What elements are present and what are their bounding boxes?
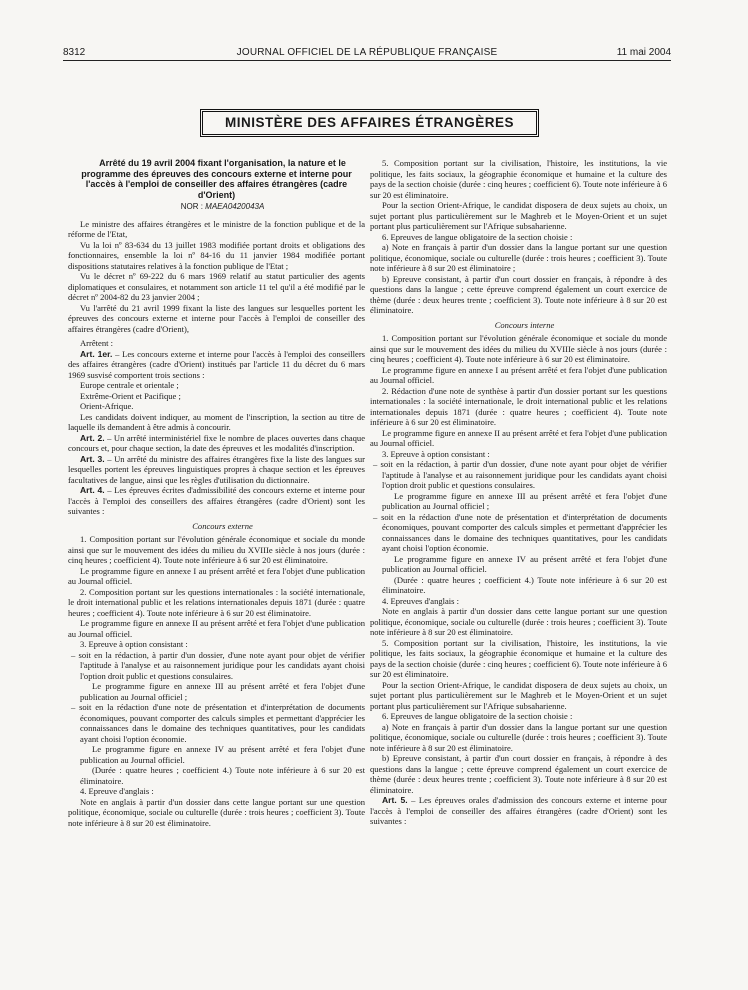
option-item: – soit en la rédaction, à partir d'un dossier, d'une note ayant pour objet de vérifier l'aptitude à l'analyse et au raisonnement juridique pour les candidats ayant choisi l'option droit public et questions consulaires. bbox=[71, 649, 365, 681]
nor-value: MAEA0420043A bbox=[205, 202, 265, 211]
exam-item: 5. Composition portant sur la civilisation, l'histoire, les institutions, la vie politique, les faits sociaux, la géographie économique et humaine et la culture des pays de la section choisie (durée : cinq heures ; coefficient 6). Toute note inférieure à 6 sur 20 est éliminatoire. bbox=[370, 158, 667, 200]
paragraph: Vu le décret nº 69-222 du 6 mars 1969 relatif au statut particulier des agents diplomatiques et consulaires, et notamment son article 11 tel qu'il a été modifié par le décret nº 2004-82 du 23 janvier 2004 ; bbox=[68, 271, 365, 302]
article-1 bbox=[68, 349, 365, 381]
ministry-heading: MINISTÈRE DES AFFAIRES ÉTRANGÈRES bbox=[200, 109, 539, 137]
publication-date: 11 mai 2004 bbox=[616, 47, 671, 58]
paragraph: Pour la section Orient-Afrique, le candidat disposera de deux sujets au choix, un sujet portant plus particulièrement sur le Maghreb et le Moyen-Orient et un sujet portant plus particulièrement sur l'Afrique subsaharienne. bbox=[370, 679, 667, 711]
exam-item: 1. Composition portant sur l'évolution générale économique et sociale du monde ainsi que sur le mouvement des idées du milieu du XVIIIe siècle à nos jours (durée : cinq heures ; coefficient 4). Toute note inférieure à 6 sur 20 est éliminatoire. bbox=[68, 534, 365, 565]
article-4 bbox=[68, 485, 365, 517]
option-item: – soit en la rédaction d'une note de présentation et d'interprétation de documents économiques, pouvant comporter des calculs simples et permettant d'apprécier les connaissances dans le domaine des techniques quantitatives, pour les candidats ayant choisi l'option économie. bbox=[71, 702, 365, 744]
exam-subitem: a) Note en français à partir d'un dossier dans la langue portant sur une question politique, économique, sociale ou culturelle (durée : trois heures ; coefficient 3). Toute note inférieure à 8 sur 20 est éliminatoire. bbox=[370, 721, 667, 753]
arrete-label: Arrêtent : bbox=[80, 338, 113, 348]
section-heading-interne: Concours interne bbox=[494, 319, 555, 330]
section-item: Europe centrale et orientale ; bbox=[80, 380, 179, 390]
exam-item: 6. Epreuves de langue obligatoire de la section choisie : bbox=[382, 711, 573, 721]
exam-description: Note en anglais à partir d'un dossier dans cette langue portant sur une question politique, économique, sociale ou culturelle (durée : trois heures ; coefficient 3). Toute note inférieure à 8 sur 20 est éliminatoire. bbox=[68, 796, 365, 828]
article-label: Art. 3. bbox=[80, 453, 105, 464]
programme-note: Le programme figure en annexe IV au présent arrêté et fera l'objet d'une publication au Journal officiel. bbox=[80, 744, 365, 765]
exam-item: 4. Epreuve d'anglais : bbox=[80, 786, 154, 796]
article-label: Art. 2. bbox=[80, 432, 105, 443]
option-item: – soit en la rédaction, à partir d'un dossier, d'une note ayant pour objet de vérifier l'aptitude à l'analyse et au raisonnement juridique pour les candidats ayant choisi l'option droit public et questions consulaires. bbox=[373, 459, 667, 490]
article-text: – Les épreuves écrites d'admissibilité des concours externe et interne pour l'accès à l'emploi des conseillers des affaires étrangères (cadre d'Orient) sont les suivantes : bbox=[68, 485, 365, 516]
article-2 bbox=[68, 433, 365, 454]
exam-item: 3. Epreuve à option consistant : bbox=[80, 639, 188, 649]
exam-item: 2. Composition portant sur les questions internationales : la société internationale, le droit international public et les relations internationales depuis 1871 (durée : quatre heures ; coefficient 4). Toute note inférieure à 6 sur 20 est éliminatoire. bbox=[68, 586, 365, 618]
exam-item: 5. Composition portant sur la civilisation, l'histoire, les institutions, la vie politique, les faits sociaux, la géographie économique et humaine et la culture des pays de la section choisie (durée : cinq heures ; coefficient 6). Toute note inférieure à 6 sur 20 est éliminatoire. bbox=[370, 637, 667, 679]
paragraph: Les candidats doivent indiquer, au moment de l'inscription, la section au titre de laquelle ils demandent à être admis à concourir. bbox=[68, 411, 365, 432]
programme-note: Le programme figure en annexe I au présent arrêté et fera l'objet d'une publication au Journal officiel. bbox=[68, 565, 365, 586]
decree-title: Arrêté du 19 avril 2004 fixant l'organisation, la nature et le programme des épreuves des concours externe et interne pour l'accès à l'emploi de conseiller des affaires étrangères (cadre d'Orient) bbox=[81, 158, 352, 200]
running-header bbox=[63, 45, 671, 61]
article-5 bbox=[370, 795, 667, 827]
article-text: – Un arrêté interministériel fixe le nombre de places ouvertes dans chaque concours et, pour chaque section, la date des épreuves et les modalités d'inscription. bbox=[68, 432, 365, 453]
right-column bbox=[370, 158, 667, 827]
left-column bbox=[68, 158, 365, 828]
exam-item: 4. Epreuves d'anglais : bbox=[382, 595, 460, 606]
nor-label: NOR : bbox=[180, 202, 203, 211]
duration-note: (Durée : quatre heures ; coefficient 4.) Toute note inférieure à 6 sur 20 est éliminatoire. bbox=[80, 765, 365, 786]
article-text: – Les épreuves orales d'admission des concours externe et interne pour l'accès à l'emploi de conseiller des affaires étrangères (cadre d'Orient) sont les suivantes : bbox=[370, 795, 667, 826]
programme-note: Le programme figure en annexe I au présent arrêté et fera l'objet d'une publication au Journal officiel. bbox=[370, 364, 667, 385]
page-number: 8312 bbox=[63, 47, 86, 58]
exam-subitem: b) Epreuve consistant, à partir d'un court dossier en français, à répondre à des questions dans la langue ; cette épreuve comprend également un court exercice de thème (durée : deux heures trente ; coefficient 3). Toute note inférieure à 8 sur 20 est éliminatoire. bbox=[370, 273, 667, 315]
section-heading-externe: Concours externe bbox=[192, 520, 253, 531]
exam-item: 3. Epreuve à option consistant : bbox=[382, 448, 490, 459]
article-3 bbox=[68, 454, 365, 486]
programme-note: Le programme figure en annexe IV au présent arrêté et fera l'objet d'une publication au Journal officiel. bbox=[382, 553, 667, 574]
nor-reference bbox=[68, 202, 365, 213]
exam-item: 1. Composition portant sur l'évolution générale économique et sociale du monde ainsi que sur le mouvement des idées du milieu du XVIIIe siècle à nos jours (durée : cinq heures ; coefficient 4). Toute note inférieure à 6 sur 20 est éliminatoire. bbox=[370, 333, 667, 364]
journal-title: JOURNAL OFFICIEL DE LA RÉPUBLIQUE FRANÇAISE bbox=[236, 47, 498, 58]
paragraph: Vu l'arrêté du 21 avril 1999 fixant la liste des langues sur lesquelles portent les épreuves des concours externe et interne pour l'accès à l'emploi de conseiller des affaires étrangères (cadre d'Orient), bbox=[68, 302, 365, 334]
article-text: – Un arrêté du ministre des affaires étrangères fixe la liste des langues sur lesquelles portent les épreuves linguistiques propres à chaque section et les épreuves facultatives de langue, ainsi que les règles d'utilisation du dictionnaire. bbox=[68, 453, 365, 485]
section-item: Extrême-Orient et Pacifique ; bbox=[80, 390, 181, 401]
exam-item: 6. Epreuves de langue obligatoire de la section choisie : bbox=[382, 231, 573, 242]
article-label: Art. 4. bbox=[80, 485, 105, 495]
article-label: Art. 5. bbox=[382, 795, 408, 805]
article-label: Art. 1er. bbox=[80, 348, 113, 359]
programme-note: Le programme figure en annexe II au présent arrêté et fera l'objet d'une publication au Journal officiel. bbox=[68, 618, 365, 639]
paragraph: Le ministre des affaires étrangères et le ministre de la fonction publique et de la réforme de l'Etat, bbox=[68, 218, 365, 239]
paragraph: Pour la section Orient-Afrique, le candidat disposera de deux sujets au choix, un sujet portant plus particulièrement sur le Maghreb et le Moyen-Orient et un sujet portant plus particulièrement sur l'Afrique subsaharienne. bbox=[370, 200, 667, 231]
article-text: – Les concours externe et interne pour l'accès à l'emploi des conseillers des affaires étrangères (cadre d'Orient) institués par l'article 11 du décret du 6 mars 1969 susvisé comportent trois sections : bbox=[68, 348, 365, 380]
exam-item: 2. Rédaction d'une note de synthèse à partir d'un dossier portant sur les questions internationales : la société internationale, le droit international public et les relations internationales depuis 1871 (durée : quatre heures ; coefficient 4). Toute note inférieure à 6 sur 20 est éliminatoire. bbox=[370, 385, 667, 427]
programme-note: Le programme figure en annexe III au présent arrêté et fera l'objet d'une publication au Journal officiel ; bbox=[382, 490, 667, 511]
paragraph: Vu la loi nº 83-634 du 13 juillet 1983 modifiée portant droits et obligations des fonctionnaires, ensemble la loi nº 84-16 du 11 janvier 1984 modifiée portant dispositions statutaires relatives à la fonction publique de l'Etat ; bbox=[68, 239, 365, 271]
exam-description: Note en anglais à partir d'un dossier dans cette langue portant sur une question politique, économique, sociale ou culturelle (durée : trois heures ; coefficient 3). Toute note inférieure à 8 sur 20 est éliminatoire. bbox=[370, 606, 667, 637]
programme-note: Le programme figure en annexe II au présent arrêté et fera l'objet d'une publication au Journal officiel. bbox=[370, 427, 667, 448]
programme-note: Le programme figure en annexe III au présent arrêté et fera l'objet d'une publication au Journal officiel ; bbox=[80, 681, 365, 702]
duration-note: (Durée : quatre heures ; coefficient 4.) Toute note inférieure à 6 sur 20 est éliminatoire. bbox=[382, 574, 667, 595]
option-item: – soit en la rédaction d'une note de présentation et d'interprétation de documents économiques, pouvant comporter des calculs simples et permettant d'apprécier les connaissances dans le domaine des techniques quantitatives, pour les candidats ayant choisi l'option économie. bbox=[373, 511, 667, 553]
exam-subitem: b) Epreuve consistant, à partir d'un court dossier en français, à répondre à des questions dans la langue ; cette épreuve comprend également un court exercice de thème (durée : deux heures trente ; coefficient 3). Toute note inférieure à 8 sur 20 est éliminatoire. bbox=[370, 753, 667, 795]
exam-subitem: a) Note en français à partir d'un dossier dans la langue portant sur une question politique, économique, sociale ou culturelle (durée : trois heures ; coefficient 3). Toute note inférieure à 8 sur 20 est éliminatoire ; bbox=[370, 242, 667, 273]
section-item: Orient-Afrique. bbox=[80, 401, 134, 411]
